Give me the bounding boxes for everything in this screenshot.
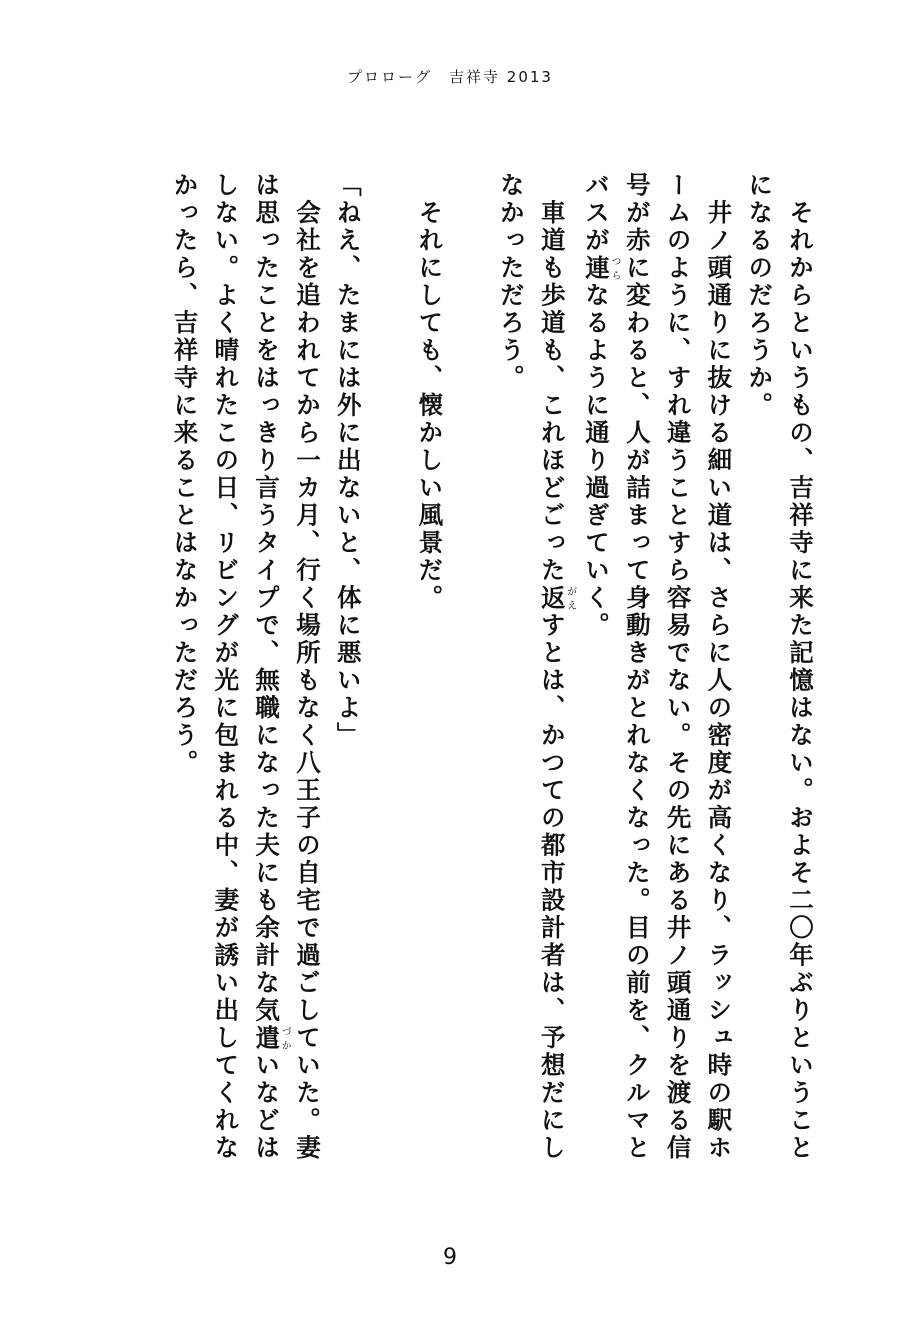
paragraph-5: 会社を追われてから一カ月、行く場所もなく八王子の自宅で過ごしていた。妻は思ったことをはっきり言うタイプで、無職になった夫にも余計な気遣づかいなどはしない。よく晴れたこの日、リビングが光に包まれる中、妻が誘い出してくれなかったら、吉祥寺に来ることはなかっただろう。: [170, 172, 322, 1162]
ruby-zuka: 遣づか: [252, 1024, 291, 1052]
paragraph-4: それにしても、懐かしい風景だ。: [415, 199, 445, 612]
paragraph-2: 井ノ頭通りに抜ける細い道は、さらに人の密度が高くなり、ラッシュ時の駅ホームのように、すれ違うことすら容易でない。その先にある井ノ頭通りを渡る信号が赤に変わると、人が詰まって身動きがとれなくなった。目の前を、クルマとバスが連つらなるように通り過ぎていく。: [582, 172, 734, 1162]
ruby-gae: 返がえ: [537, 584, 576, 612]
running-header: プロローグ 吉祥寺 2013: [347, 68, 553, 86]
paragraph-1: それからというもの、吉祥寺に来た記憶はない。およそ二〇年ぶりということになるのだろうか。: [745, 172, 815, 1162]
ruby-tsura: 連つら: [582, 254, 621, 282]
blank-line: [449, 172, 490, 1172]
blank-line: [368, 172, 409, 1172]
page-number: 9: [443, 1245, 457, 1270]
dialogue-line: 「ねえ、たまには外に出ないと、体に悪いよ」: [333, 172, 363, 750]
paragraph-3: 車道も歩道も、これほどごった返がえすとは、かつての都市設計者は、予想だにしなかっただろう。: [496, 172, 576, 1162]
body-text: [164, 172, 820, 1172]
